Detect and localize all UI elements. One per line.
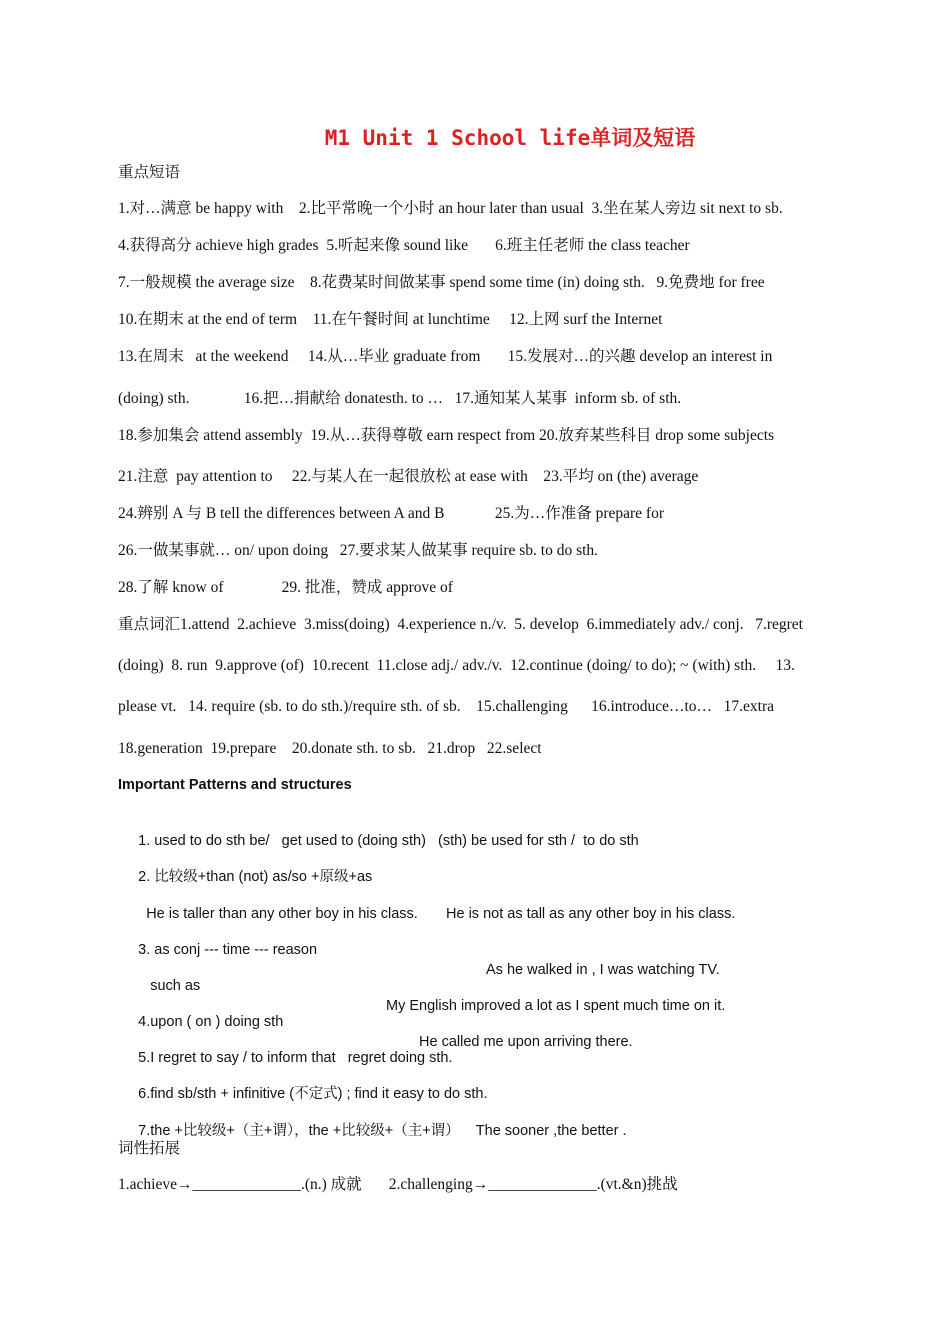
phrase-line-10: 26.一做某事就… on/ upon doing 27.要求某人做某事 require sb. to do sth.	[118, 542, 599, 559]
pattern-item-6-example: He called me upon arriving there.	[419, 1034, 633, 1050]
pattern-item-4-left: 3. as conj --- time --- reason	[134, 942, 318, 958]
phrase-line-6: (doing) sth. 16.把…捐献给 donatesth. to … 17.通知某人某事 inform sb. of sth.	[118, 390, 682, 407]
page-title: M1 Unit 1 School life单词及短语	[324, 126, 696, 150]
phrase-line-1: 1.对…满意 be happy with 2.比平常晚一个小时 an hour later than usual 3.坐在某人旁边 sit next to sb.	[118, 200, 783, 217]
pattern-item-6-left: 4.upon ( on ) doing sth	[134, 1014, 284, 1030]
pattern-item-7-left: 5.I regret to say / to inform that regret doing sth.	[134, 1050, 453, 1066]
patterns-heading: Important Patterns and structures	[118, 777, 352, 793]
phrase-line-4: 10.在期末 at the end of term 11.在午餐时间 at lunchtime 12.上网 surf the Internet	[118, 311, 663, 328]
pattern-item-4-example: As he walked in , I was watching TV.	[486, 962, 720, 978]
pattern-item-1-left: 1. used to do sth be/ get used to (doing sth) (sth) be used for sth / to do sth	[134, 833, 639, 849]
phrase-line-5: 13.在周末 at the weekend 14.从…毕业 graduate from 15.发展对…的兴趣 develop an interest in	[118, 348, 773, 365]
pattern-item-8-left: 6.find sb/sth + infinitive (不定式) ; find it easy to do sth.	[134, 1086, 488, 1102]
wordforms-heading: 词性拓展	[118, 1140, 181, 1157]
phrase-line-7: 18.参加集会 attend assembly 19.从…获得尊敬 earn respect from 20.放弃某些科目 drop some subjects	[118, 427, 775, 444]
wordforms-line-1: 1.achieve→______________.(n.) 成就 2.challenging→______________.(vt.&n)挑战	[118, 1176, 678, 1193]
pattern-item-5-left: such as	[134, 978, 201, 994]
vocab-line-2: (doing) 8. run 9.approve (of) 10.recent 11.close adj./ adv./v. 12.continue (doing/ to do); ~ (with) sth. 13.	[118, 657, 795, 674]
phrase-line-2: 4.获得高分 achieve high grades 5.听起来像 sound like 6.班主任老师 the class teacher	[118, 237, 690, 254]
pattern-item-9-left: 7.the +比较级+（主+谓），the +比较级+（主+谓） The sooner ,the better .	[134, 1123, 627, 1139]
vocab-line-4: 18.generation 19.prepare 20.donate sth. to sb. 21.drop 22.select	[118, 740, 542, 757]
vocab-line-3: please vt. 14. require (sb. to do sth.)/require sth. of sb. 15.challenging 16.introduce…to… 17.extra	[118, 698, 775, 715]
pattern-item-2-left: 2. 比较级+than (not) as/so +原级+as	[134, 869, 373, 885]
pattern-item-5-example: My English improved a lot as I spent much time on it.	[386, 998, 726, 1014]
phrases-heading: 重点短语	[118, 164, 181, 181]
vocab-line-1: 重点词汇1.attend 2.achieve 3.miss(doing) 4.experience n./v. 5. develop 6.immediately adv./ conj. 7.regret	[118, 616, 803, 633]
phrase-line-11: 28.了解 know of 29. 批准，赞成 approve of	[118, 579, 453, 596]
pattern-item-3-left: He is taller than any other boy in his class. He is not as tall as any other boy in his class.	[134, 906, 736, 922]
phrase-line-9: 24.辨别 A 与 B tell the differences between A and B 25.为…作准备 prepare for	[118, 505, 664, 522]
phrase-line-3: 7.一般规模 the average size 8.花费某时间做某事 spend some time (in) doing sth. 9.免费地 for free	[118, 274, 765, 291]
phrase-line-8: 21.注意 pay attention to 22.与某人在一起很放松 at ease with 23.平均 on (the) average	[118, 468, 699, 485]
